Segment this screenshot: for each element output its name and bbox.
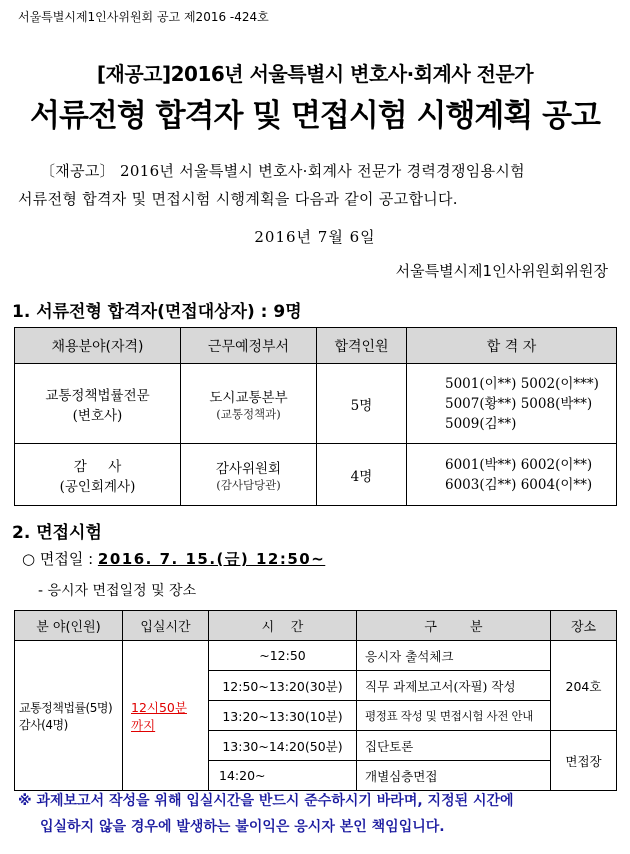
list-item: 6003(김**) 6004(이**) — [445, 476, 593, 493]
schedule-label: ○ 면접일 : — [22, 550, 98, 568]
time-cell: 13:20~13:30(10분) — [209, 701, 357, 731]
interview-field-line: 교통정책법률(5명) — [19, 700, 113, 715]
entry-time-line: 12시50분 — [131, 699, 187, 715]
section1-title: 1. 서류전형 합격자(면접대상자) : 9명 — [12, 302, 302, 322]
field-name: 교통정책법률전문 — [45, 387, 150, 404]
field-name: 감 사 — [73, 458, 122, 475]
passer-table — [14, 327, 617, 506]
field-qualification: (변호사) — [72, 407, 123, 424]
dept-name: 감사위원회 — [215, 460, 282, 477]
notice-date: 2016년 7월 6일 — [254, 228, 376, 246]
interview-schedule-table — [14, 610, 617, 791]
category-cell: 응시자 출석체크 — [357, 641, 551, 671]
interview-field-cell — [15, 641, 123, 791]
place-cell: 면접장 — [551, 731, 617, 791]
header-passers: 합 격 자 — [407, 328, 617, 364]
category-cell: 집단토론 — [357, 731, 551, 761]
section2-title: 2. 면접시험 — [12, 523, 102, 543]
field-cell — [15, 364, 181, 444]
note-line-1: ※ 과제보고서 작성을 위해 입실시간을 반드시 준수하시기 바라며, 지정된 시간에 — [18, 793, 514, 809]
page-title: 서류전형 합격자 및 면접시험 시행계획 공고 — [30, 98, 600, 134]
venue-label: - 응시자 면접일정 및 장소 — [38, 583, 197, 599]
dept-name: 도시교통본부 — [209, 389, 288, 406]
intro-line-2: 서류전형 합격자 및 면접시험 시행계획을 다음과 같이 공고합니다. — [18, 190, 458, 208]
dept-cell — [181, 444, 317, 506]
category-cell: 평정표 작성 및 면접시험 사전 안내 — [357, 701, 551, 731]
list-item: 5001(이**) 5002(이***) — [445, 375, 599, 392]
interview-field-line: 감사(4명) — [19, 717, 68, 732]
category-cell: 개별심층면접 — [357, 761, 551, 791]
note-line-2: 입실하지 않을 경우에 발생하는 불이익은 응시자 본인 책임입니다. — [40, 819, 445, 835]
table-header-row — [15, 611, 617, 641]
count-cell: 5명 — [317, 364, 407, 444]
header-category: 구 분 — [357, 611, 551, 641]
entry-time-line: 까지 — [131, 717, 156, 733]
time-cell: 12:50~13:20(30분) — [209, 671, 357, 701]
header-entry-time: 입실시간 — [123, 611, 209, 641]
names-cell — [407, 364, 617, 444]
field-qualification: (공인회계사) — [59, 478, 136, 495]
title-line-1: [재공고]2016년 서울특별시 변호사·회계사 전문가 — [96, 62, 534, 86]
header-dept: 근무예정부서 — [181, 328, 317, 364]
category-cell: 직무 과제보고서(자필) 작성 — [357, 671, 551, 701]
time-cell: 13:30~14:20(50분) — [209, 731, 357, 761]
field-cell — [15, 444, 181, 506]
header-count: 합격인원 — [317, 328, 407, 364]
entry-time-cell — [123, 641, 209, 791]
header-time: 시 간 — [209, 611, 357, 641]
schedule-line — [22, 548, 325, 569]
count-cell: 4명 — [317, 444, 407, 506]
header-field: 분 야(인원) — [15, 611, 123, 641]
schedule-value: 2016. 7. 15.(금) 12:50~ — [97, 550, 326, 568]
time-cell: ~12:50 — [209, 641, 357, 671]
intro-line-1: 〔재공고〕 2016년 서울특별시 변호사·회계사 전문가 경력경쟁임용시험 — [40, 162, 525, 180]
list-item: 5007(황**) 5008(박**) — [445, 395, 593, 412]
table-header-row — [15, 328, 617, 364]
notice-number: 서울특별시제1인사위원회 공고 제2016 -424호 — [18, 10, 269, 24]
header-place: 장소 — [551, 611, 617, 641]
time-cell: 14:20~ — [209, 761, 357, 791]
names-cell — [407, 444, 617, 506]
place-cell: 204호 — [551, 641, 617, 731]
issuer: 서울특별시제1인사위원회위원장 — [395, 262, 608, 280]
table-row — [15, 444, 617, 506]
dept-cell — [181, 364, 317, 444]
list-item: 6001(박**) 6002(이**) — [445, 456, 593, 473]
table-row — [15, 641, 617, 671]
list-item: 5009(김**) — [445, 415, 517, 432]
table-row — [15, 364, 617, 444]
sub-dept-name: (감사담당관) — [216, 477, 281, 492]
sub-dept-name: (교통정책과) — [216, 406, 281, 421]
header-field: 채용분야(자격) — [15, 328, 181, 364]
